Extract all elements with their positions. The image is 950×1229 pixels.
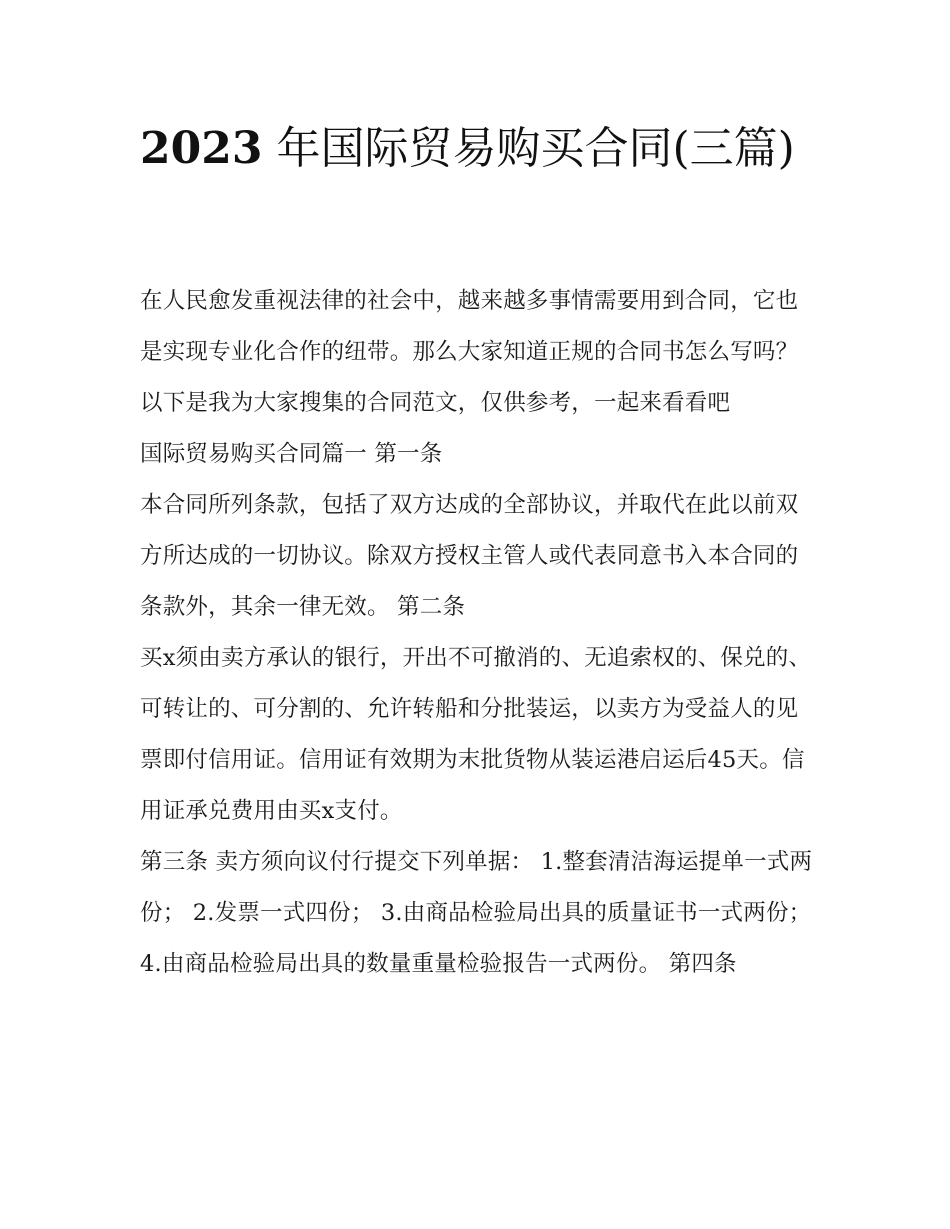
title-text: 年国际贸易购买合同(三篇) — [262, 123, 795, 174]
article-1-paragraph: 本合同所列条款，包括了双方达成的全部协议，并取代在此以前双方所达成的一切协议。除双方授权主管人或代表同意书入本合同的条款外，其余一律无效。 第二条 — [140, 492, 799, 620]
section-heading: 国际贸易购买合同篇一 第一条 — [140, 441, 443, 467]
title-year: 2023 — [140, 123, 263, 174]
article-3-paragraph: 第三条 卖方须向议付行提交下列单据： 1.整套清洁海运提单一式两份； 2.发票一式四份； 3.由商品检验局出具的质量证书一式两份； — [140, 849, 813, 926]
document-title — [140, 112, 820, 186]
document-body — [140, 276, 820, 990]
article-3-item-4: 4.由商品检验局出具的数量重量检验报告一式两份。 第四条 — [140, 951, 737, 977]
intro-paragraph: 在人民愈发重视法律的社会中，越来越多事情需要用到合同，它也是实现专业化合作的纽带。那么大家知道正规的合同书怎么写吗？以下是我为大家搜集的合同范文，仅供参考，一起来看看吧 — [140, 288, 799, 416]
article-2-paragraph: 买x须由卖方承认的银行，开出不可撤消的、无追索权的、保兑的、可转让的、可分割的、允许转船和分批装运，以卖方为受益人的见票即付信用证。信用证有效期为末批货物从装运港启运后45天。信用证承兑费用由买x支付。 — [140, 645, 812, 824]
